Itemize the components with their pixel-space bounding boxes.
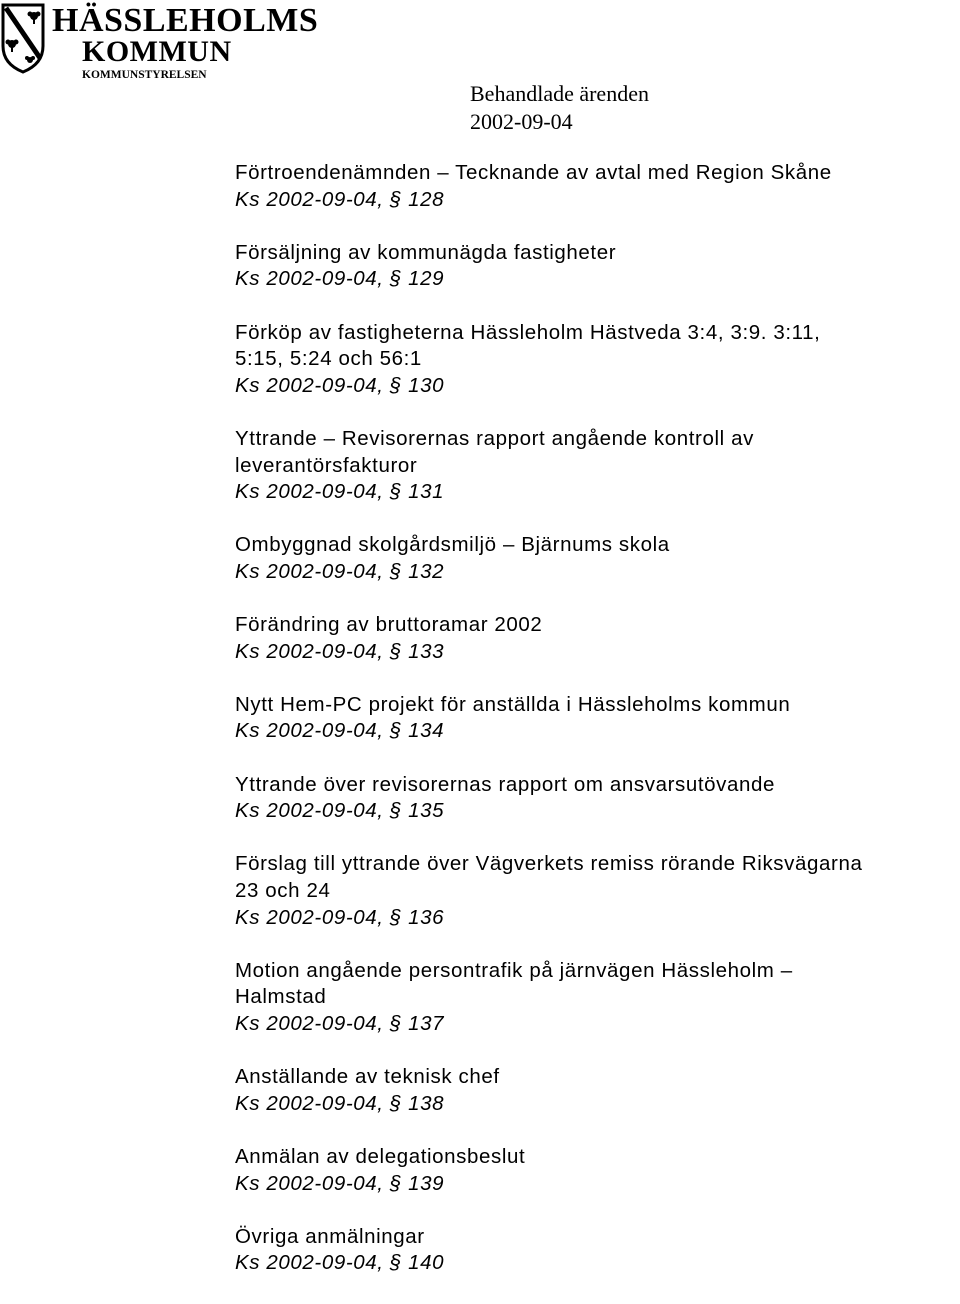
agenda-item: [235, 1064, 957, 1117]
agenda-item-reference: Ks 2002-09-04, § 133: [235, 639, 445, 663]
agenda-item-reference: Ks 2002-09-04, § 140: [235, 1251, 445, 1275]
agenda-item: [235, 772, 957, 825]
agenda-item-title: Förköp av fastigheterna Hässleholm Hästveda 3:4, 3:9. 3:11, 5:15, 5:24 och 56:1: [235, 320, 821, 371]
agenda-item-title: Försäljning av kommunägda fastigheter: [235, 240, 617, 264]
logo-subtitle: KOMMUNSTYRELSEN: [82, 69, 207, 81]
agenda-item-reference: Ks 2002-09-04, § 132: [235, 559, 445, 583]
agenda-item: [235, 692, 957, 745]
agenda-item-title: Övriga anmälningar: [235, 1224, 425, 1248]
agenda-item-title: Motion angående persontrafik på järnvägen Hässleholm – Halmstad: [235, 958, 793, 1009]
agenda-item-title: Anmälan av delegationsbeslut: [235, 1144, 526, 1168]
agenda-item-title: Förslag till yttrande över Vägverkets remiss rörande Riksvägarna 23 och 24: [235, 852, 863, 903]
agenda-item: [235, 532, 957, 585]
agenda-item: [235, 958, 957, 1038]
agenda-item-reference: Ks 2002-09-04, § 139: [235, 1171, 445, 1195]
agenda-item-reference: Ks 2002-09-04, § 135: [235, 799, 445, 823]
agenda-item-title: Förändring av bruttoramar 2002: [235, 613, 543, 637]
agenda-item: [235, 1144, 957, 1197]
document-title: Behandlade ärenden: [470, 81, 649, 106]
agenda-item-title: Yttrande över revisorernas rapport om ansvarsutövande: [235, 772, 776, 796]
agenda-item: [235, 240, 957, 293]
agenda-item-title: Anställande av teknisk chef: [235, 1065, 500, 1089]
agenda-item: [235, 426, 957, 506]
logo-name-line2: KOMMUN: [82, 35, 232, 68]
agenda-item: [235, 1224, 957, 1277]
agenda-item-reference: Ks 2002-09-04, § 134: [235, 719, 445, 743]
agenda-item-title: Yttrande – Revisorernas rapport angående kontroll av leverantörsfakturor: [235, 426, 754, 477]
coat-of-arms-icon: [0, 2, 46, 74]
agenda-item-title: Förtroendenämnden – Tecknande av avtal med Region Skåne: [235, 161, 832, 184]
agenda-item-reference: Ks 2002-09-04, § 138: [235, 1091, 445, 1115]
agenda-item-title: Ombyggnad skolgårdsmiljö – Bjärnums skola: [235, 533, 670, 557]
document-date: 2002-09-04: [470, 109, 573, 134]
agenda-item-reference: Ks 2002-09-04, § 129: [235, 267, 445, 291]
agenda-item-reference: Ks 2002-09-04, § 131: [235, 480, 445, 504]
agenda-item: [235, 160, 957, 213]
agenda-item-title: Nytt Hem-PC projekt för anställda i Hässleholms kommun: [235, 692, 791, 716]
agenda-list: [235, 160, 957, 1304]
municipality-logo: [0, 0, 319, 84]
agenda-item: [235, 851, 957, 931]
agenda-item: [235, 320, 957, 400]
agenda-item: [235, 612, 957, 665]
agenda-item-reference: Ks 2002-09-04, § 137: [235, 1012, 445, 1035]
agenda-item-reference: Ks 2002-09-04, § 130: [235, 373, 445, 397]
agenda-item-reference: Ks 2002-09-04, § 136: [235, 905, 445, 929]
agenda-item-reference: Ks 2002-09-04, § 128: [235, 187, 445, 211]
logo-name-line1: HÄSSLEHOLMS: [52, 2, 319, 39]
